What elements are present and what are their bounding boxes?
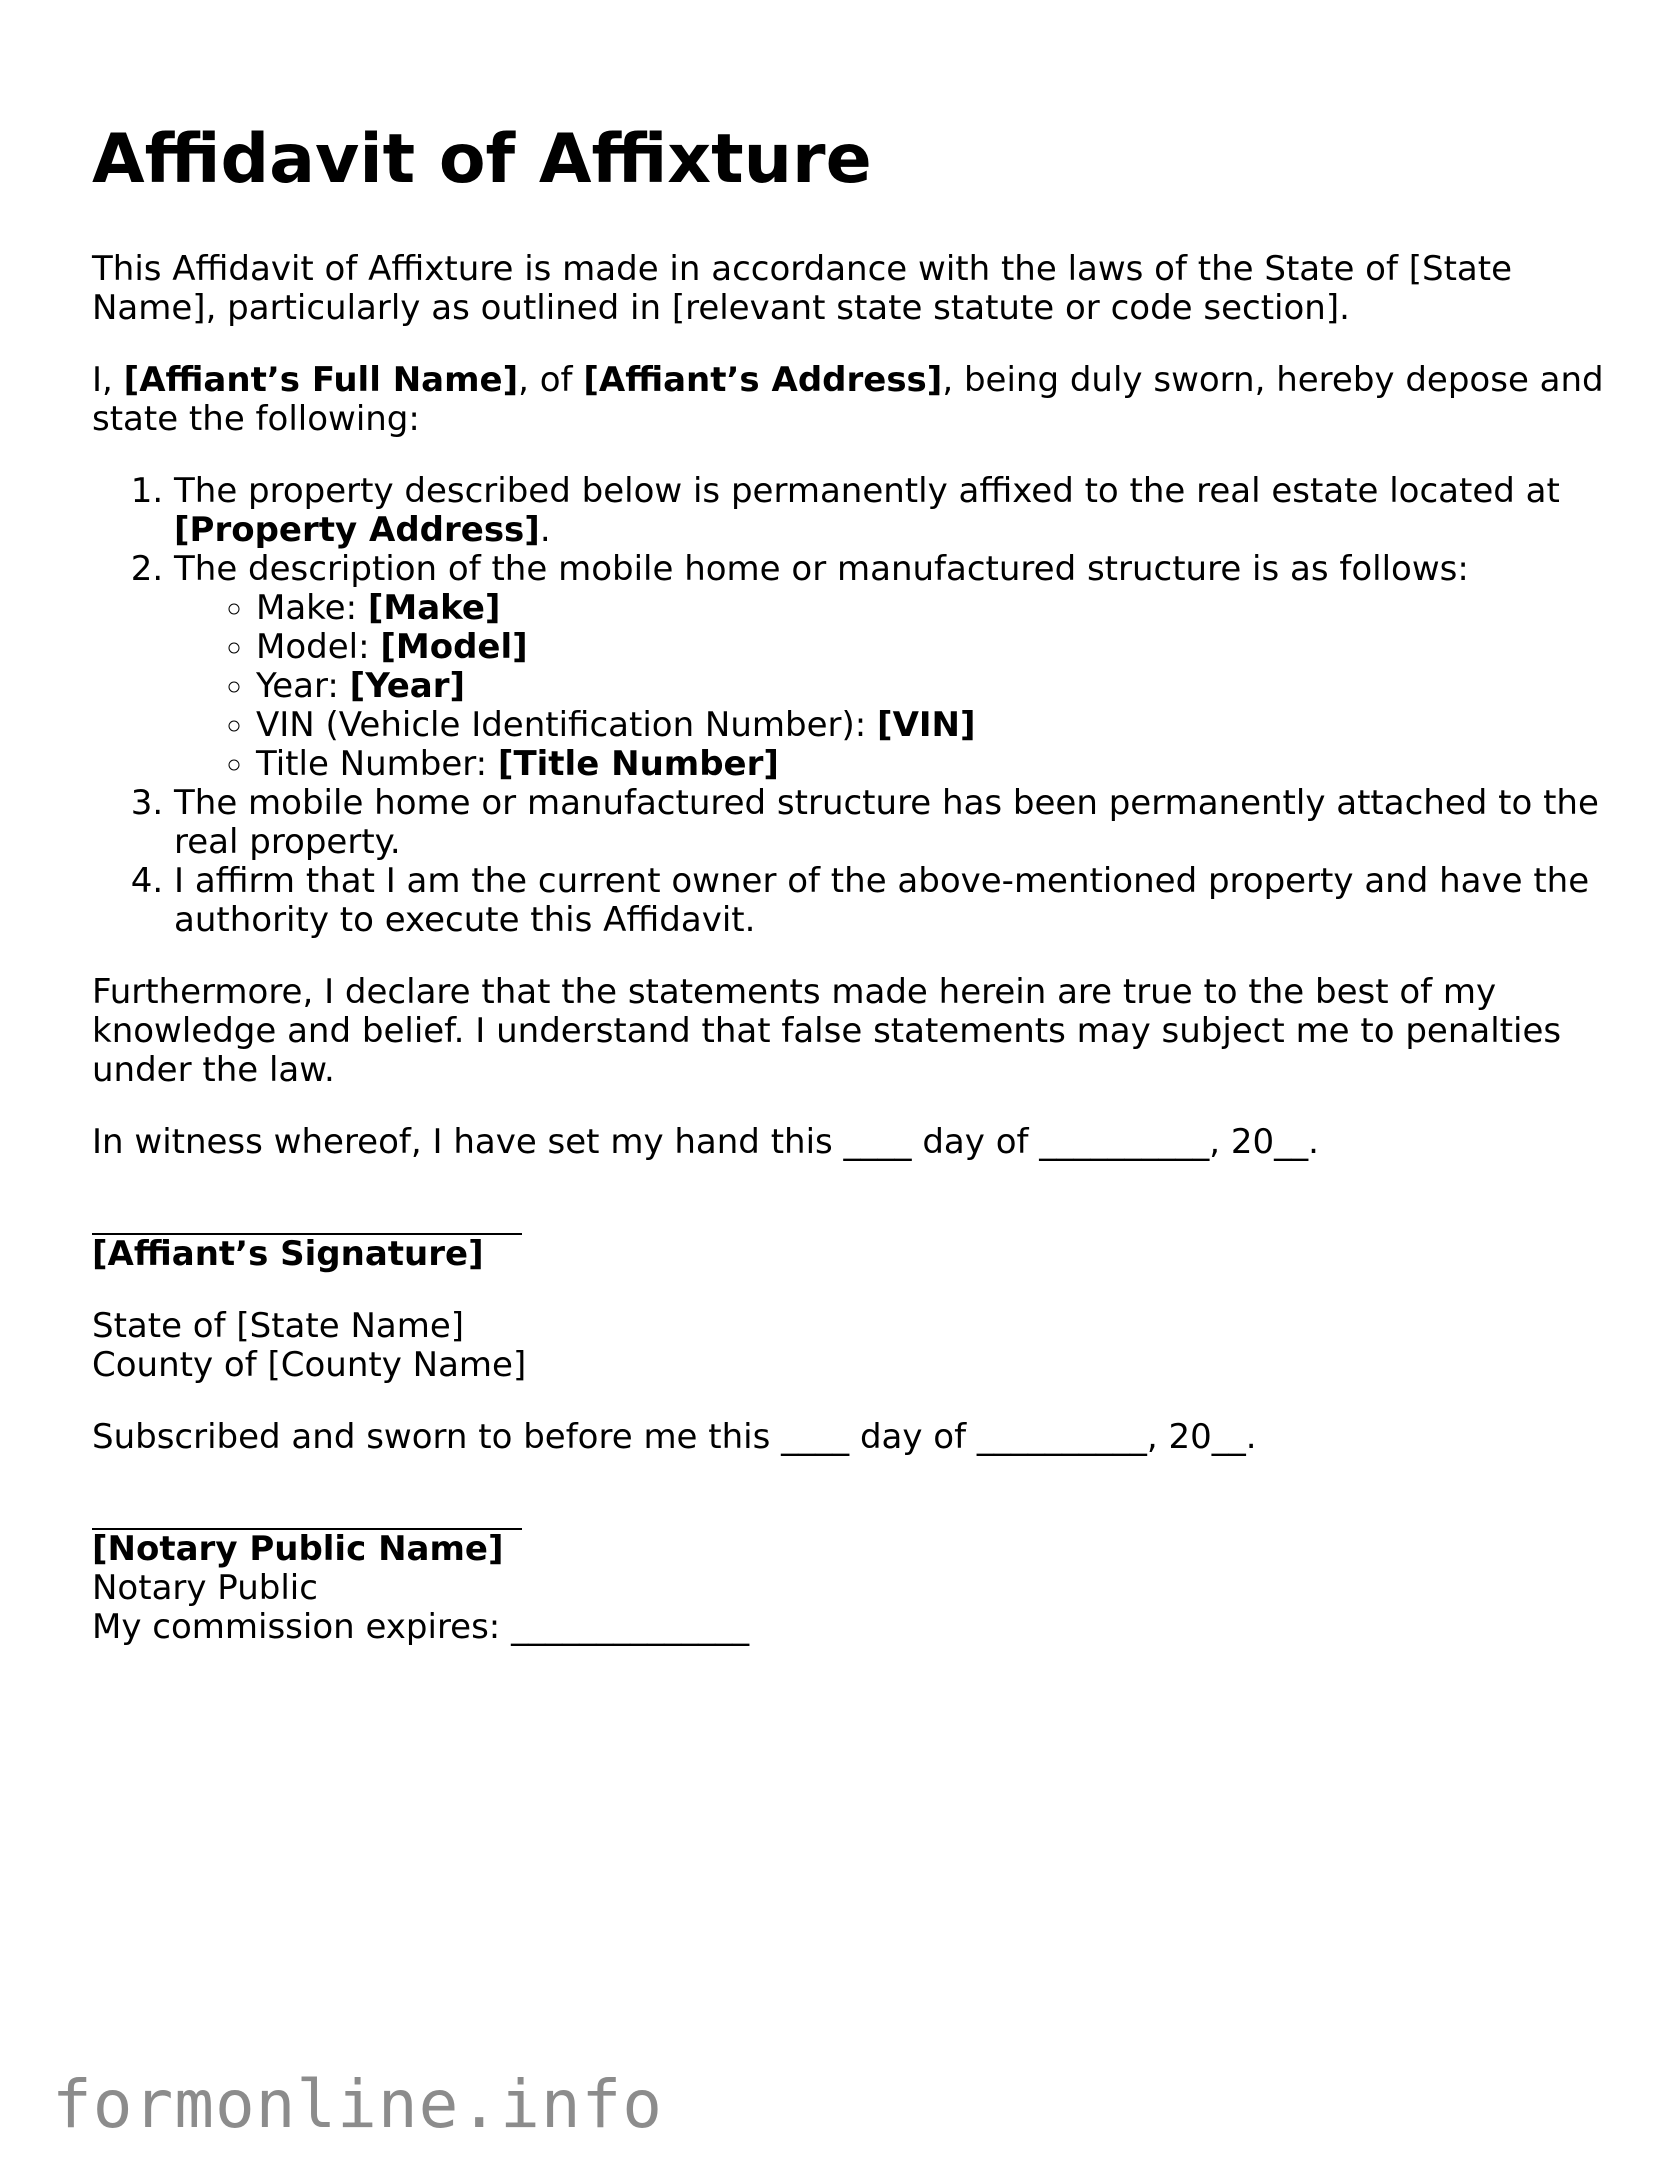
detail-vin: ◦ VIN (Vehicle Identification Number): [VIN] (256, 706, 1612, 745)
declaration-paragraph: Furthermore, I declare that the statements made herein are true to the best of my knowledge and belief. I understand that false statements may subject me to penalties under the law. (92, 972, 1562, 1090)
intro-paragraph: This Affidavit of Affixture is made in accordance with the laws of the State of [State Name], particularly as outlined in [relevant state statute or code section]. (92, 249, 1513, 328)
witness-line: In witness whereof, I have set my hand this ____ day of __________, 20__. (92, 1122, 1319, 1162)
document-title: Affidavit of Affixture (92, 120, 872, 199)
affiant-signature-label: [Affiant’s Signature] (92, 1234, 484, 1274)
affiant-name-field: [Affiant’s Full Name] (123, 360, 519, 400)
structure-details-list (174, 589, 1612, 784)
detail-model: ◦ Model: [Model] (256, 628, 1612, 667)
detail-year: ◦ Year: [Year] (256, 667, 1612, 706)
sworn-line: Subscribed and sworn to before me this ____ day of __________, 20__. (92, 1417, 1257, 1457)
statement-list (92, 472, 1612, 940)
statement-item-1: 1. The property described below is permanently affixed to the real estate located at [Property Address]. (174, 472, 1612, 550)
deponent-prefix: I, (92, 360, 124, 400)
venue-block (92, 1307, 1612, 1385)
notary-block (92, 1490, 1612, 1647)
commission-expires: My commission expires: ______________ (92, 1607, 750, 1647)
deponent-of: , of (518, 360, 584, 400)
notary-title: Notary Public (92, 1568, 318, 1608)
watermark: formonline.info (52, 2066, 664, 2143)
affiant-signature-line[interactable] (92, 1195, 522, 1235)
notary-name-label: [Notary Public Name] (92, 1529, 504, 1569)
state-line: State of [State Name] (92, 1306, 465, 1346)
statement-item-4: 4. I affirm that I am the current owner of the above-mentioned property and have the authority to execute this Affidavit. (174, 862, 1612, 940)
statement-item-3: 3. The mobile home or manufactured structure has been permanently attached to the real property. (174, 784, 1612, 862)
detail-title-number: ◦ Title Number: [Title Number] (256, 745, 1612, 784)
notary-signature-line[interactable] (92, 1490, 522, 1530)
affiant-address-field: [Affiant’s Address] (583, 360, 943, 400)
property-address-field: [Property Address] (174, 510, 540, 550)
detail-make: ◦ Make: [Make] (256, 589, 1612, 628)
statement-item-2: 2. The description of the mobile home or manufactured structure is as follows: ◦ Make: [Make] ◦ Model: [Model] ◦ Year: [Year] ◦ VIN (Vehicle Identification Number): [VIN] ◦ Title Number: [Title Number] (174, 550, 1612, 784)
affiant-signature-block (92, 1195, 1612, 1274)
county-line: County of [County Name] (92, 1345, 527, 1385)
deponent-paragraph (92, 361, 1612, 439)
document-page (92, 120, 1612, 1647)
deponent-suffix: , being duly sworn, hereby depose and state the following: (92, 360, 1604, 439)
